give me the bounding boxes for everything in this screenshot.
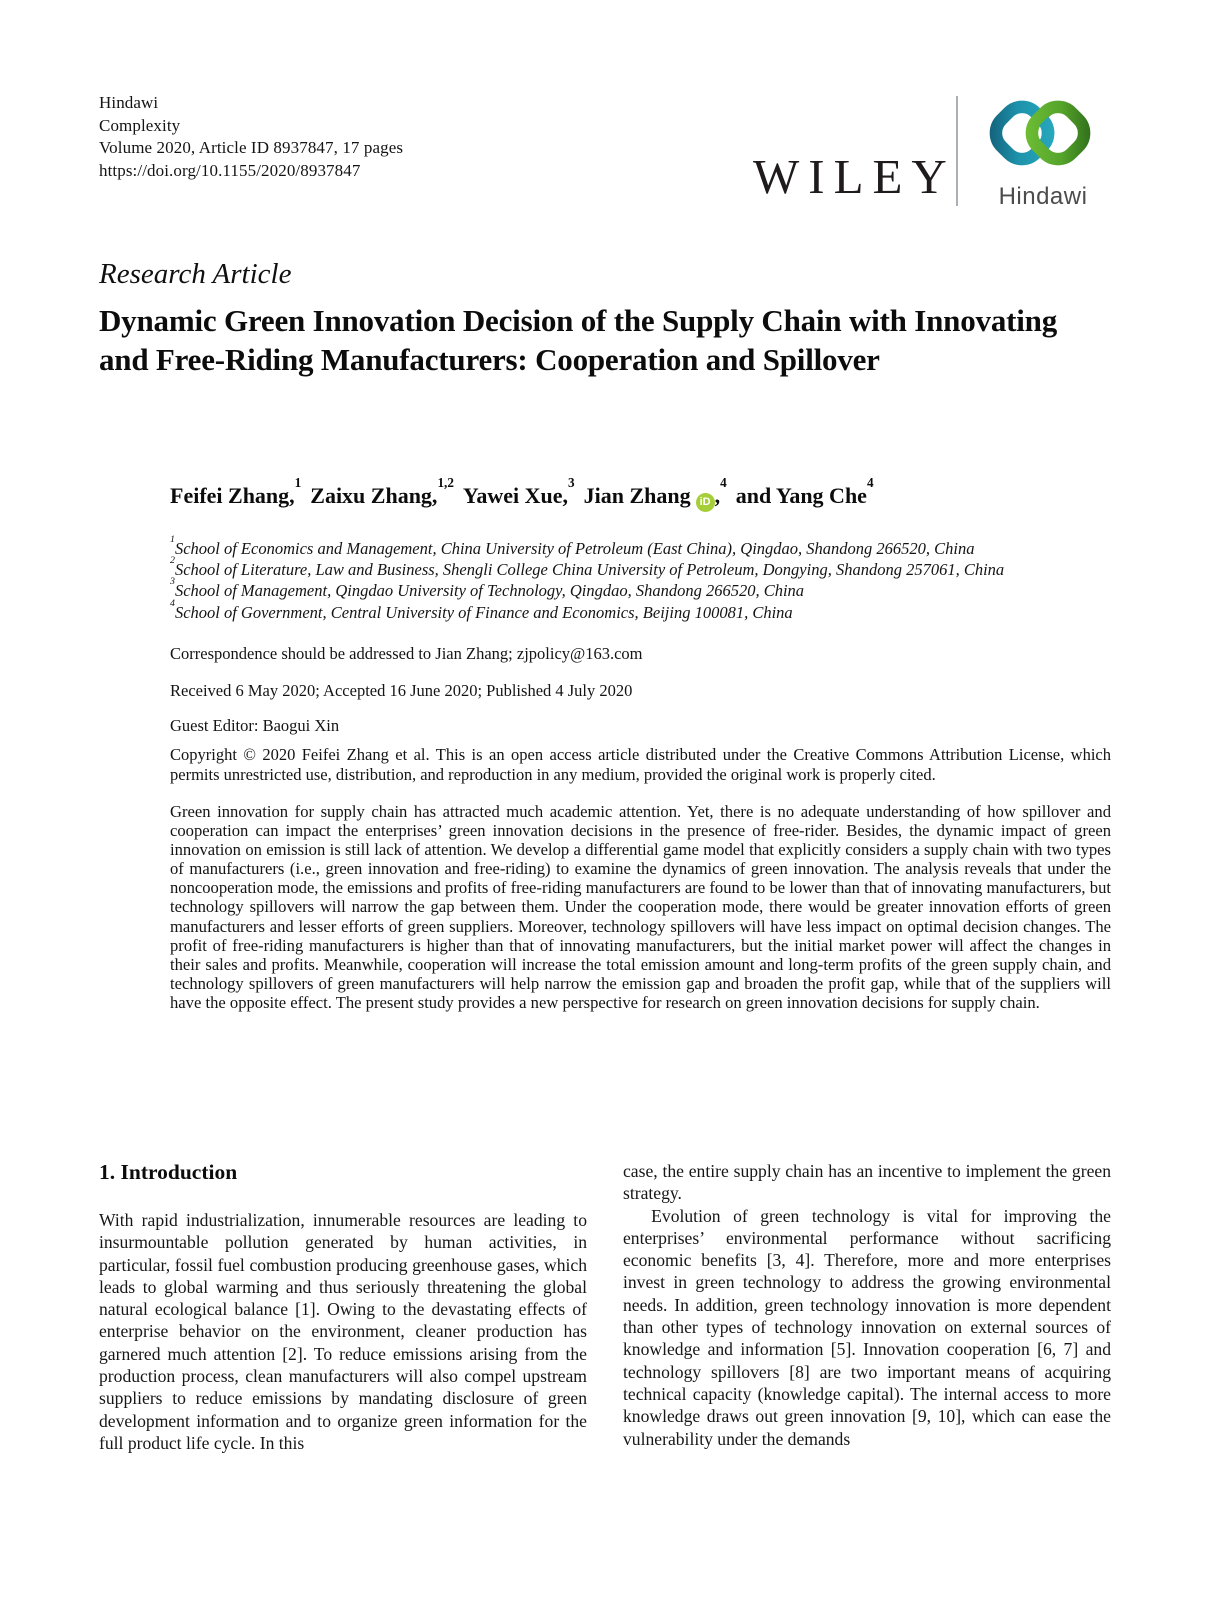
orcid-icon[interactable]: iD	[696, 493, 715, 512]
correspondence-email-link[interactable]: zjpolicy@163.com	[516, 644, 643, 663]
author-affil-sup: 1	[294, 475, 302, 491]
journal-name: Complexity	[99, 115, 181, 135]
doi-link[interactable]: https://doi.org/10.1155/2020/8937847	[99, 160, 361, 180]
author-line	[170, 475, 1110, 512]
hindawi-logo	[981, 88, 1105, 211]
right-column	[623, 1160, 1111, 1454]
abstract-text: Green innovation for supply chain has attracted much academic attention. Yet, there is no adequate understanding of how spillover and cooperation can impact the enterprises’ green innovation decisions in the presence of free-rider. Besides, the dynamic impact of green innovation on emission is still lack of attention. We develop a differential game model that explicitly considers a supply chain with two types of manufacturers (i.e., green innovation and free-riding) to examine the dynamics of green innovation. The analysis reveals that under the noncooperation mode, the emissions and profits of free-riding manufacturers are found to be lower than that of innovating manufacturers, but technology spillovers will narrow the gap between them. Under the cooperation mode, there would be greater innovation efforts of green manufacturers and lesser efforts of green suppliers. Moreover, technology spillovers will have less impact on optimal decision changes. The profit of free-riding manufacturers is higher than that of innovating manufacturers, but the initial market power will affect the changes in their sales and profits. Meanwhile, cooperation will increase the total emission amount and long-term profits of the green supply chain, and technology spillovers of green manufacturers will help narrow the emission gap and broaden the profit gap, while that of the suppliers will have the opposite effect. The present study provides a new perspective for research on green innovation decisions for supply chain.	[170, 802, 1111, 1012]
author-affil-sup: 1,2	[437, 475, 454, 491]
left-column	[99, 1160, 587, 1454]
intro-paragraph: Evolution of green technology is vital for improving the enterprises’ environmental performance without sacrificing economic benefits [3, 4]. Therefore, more and more enterprises invest in green technology to address the growing environmental needs. In addition, green technology innovation is more dependent than other types of technology innovation on external sources of knowledge and information [5]. Innovation cooperation [6, 7] and technology spillovers [8] are two important means of acquiring technical capacity (knowledge capital). The internal access to more knowledge draws out green innovation [9, 10], which can ease the vulnerability under the demands	[623, 1205, 1111, 1449]
affiliation: $^2$School of Literature, Law and Business, Shengli College China University of Petroleum, Dongying, Shandong 257061, China	[170, 555, 1005, 580]
author-affil-sup: 4	[720, 475, 727, 491]
affiliation-list	[170, 534, 1115, 623]
affiliation: $^1$School of Economics and Management, China University of Petroleum (East China), Qingdao, Shandong 266520, China	[170, 534, 975, 558]
section-heading: 1. Introduction	[99, 1160, 238, 1184]
affiliation: $^3$School of Management, Qingdao University of Technology, Qingdao, Shandong 266520, China	[170, 576, 805, 601]
correspondence-line: Correspondence should be addressed to Jian Zhang; zjpolicy@163.com	[170, 644, 643, 663]
author-affil-sup: 4	[866, 475, 874, 491]
publisher-name: Hindawi	[99, 93, 159, 112]
introduction-section	[99, 1160, 1111, 1454]
author: and Yang Che$^4$	[735, 475, 874, 508]
logo-divider	[956, 96, 958, 206]
article-history: Received 6 May 2020; Accepted 16 June 2020; Published 4 July 2020	[170, 681, 633, 700]
author: Yawei Xue,$^3$	[462, 475, 575, 508]
article-title: Dynamic Green Innovation Decision of the Supply Chain with Innovating and Free-Riding Manufacturers: Cooperation and Spillover	[99, 303, 1057, 377]
hindawi-logo-label: Hindawi	[998, 183, 1088, 210]
guest-editor-line: Guest Editor: Baogui Xin	[170, 716, 340, 735]
author: Zaixu Zhang,$^{1,2}$	[310, 475, 454, 508]
author: Feifei Zhang,$^1$	[170, 475, 302, 508]
article-type: Research Article	[99, 258, 292, 290]
author-affil-sup: 3	[568, 475, 575, 491]
publication-meta	[99, 92, 403, 182]
hindawi-rings-icon	[985, 88, 1101, 180]
volume-line: Volume 2020, Article ID 8937847, 17 pages	[99, 138, 404, 157]
intro-paragraph: With rapid industrialization, innumerable resources are leading to insurmountable pollution generated by human activities, in particular, fossil fuel combustion producing greenhouse gases, which leads to global warming and thus seriously threatening the global natural ecological balance [1]. Owing to the devastating effects of enterprise behavior on the environment, cleaner production has garnered much attention [2]. To reduce emissions arising from the production process, clean manufacturers will also compel upstream suppliers to reduce emissions by mandating disclosure of green development information and to organize green information for the full product life cycle. In this	[99, 1210, 587, 1453]
intro-paragraph-continuation: case, the entire supply chain has an incentive to implement the green strategy.	[623, 1161, 1111, 1204]
copyright-notice: Copyright © 2020 Feifei Zhang et al. This is an open access article distributed under the Creative Commons Attribution License, which permits unrestricted use, distribution, and reproduction in any medium, provided the original work is properly cited.	[170, 745, 1111, 784]
author: Jian Zhang iD ,$^4$	[584, 483, 727, 508]
affiliation: $^4$School of Government, Central University of Finance and Economics, Beijing 100081, China	[170, 597, 793, 622]
wiley-logo: WILEY	[753, 149, 956, 204]
